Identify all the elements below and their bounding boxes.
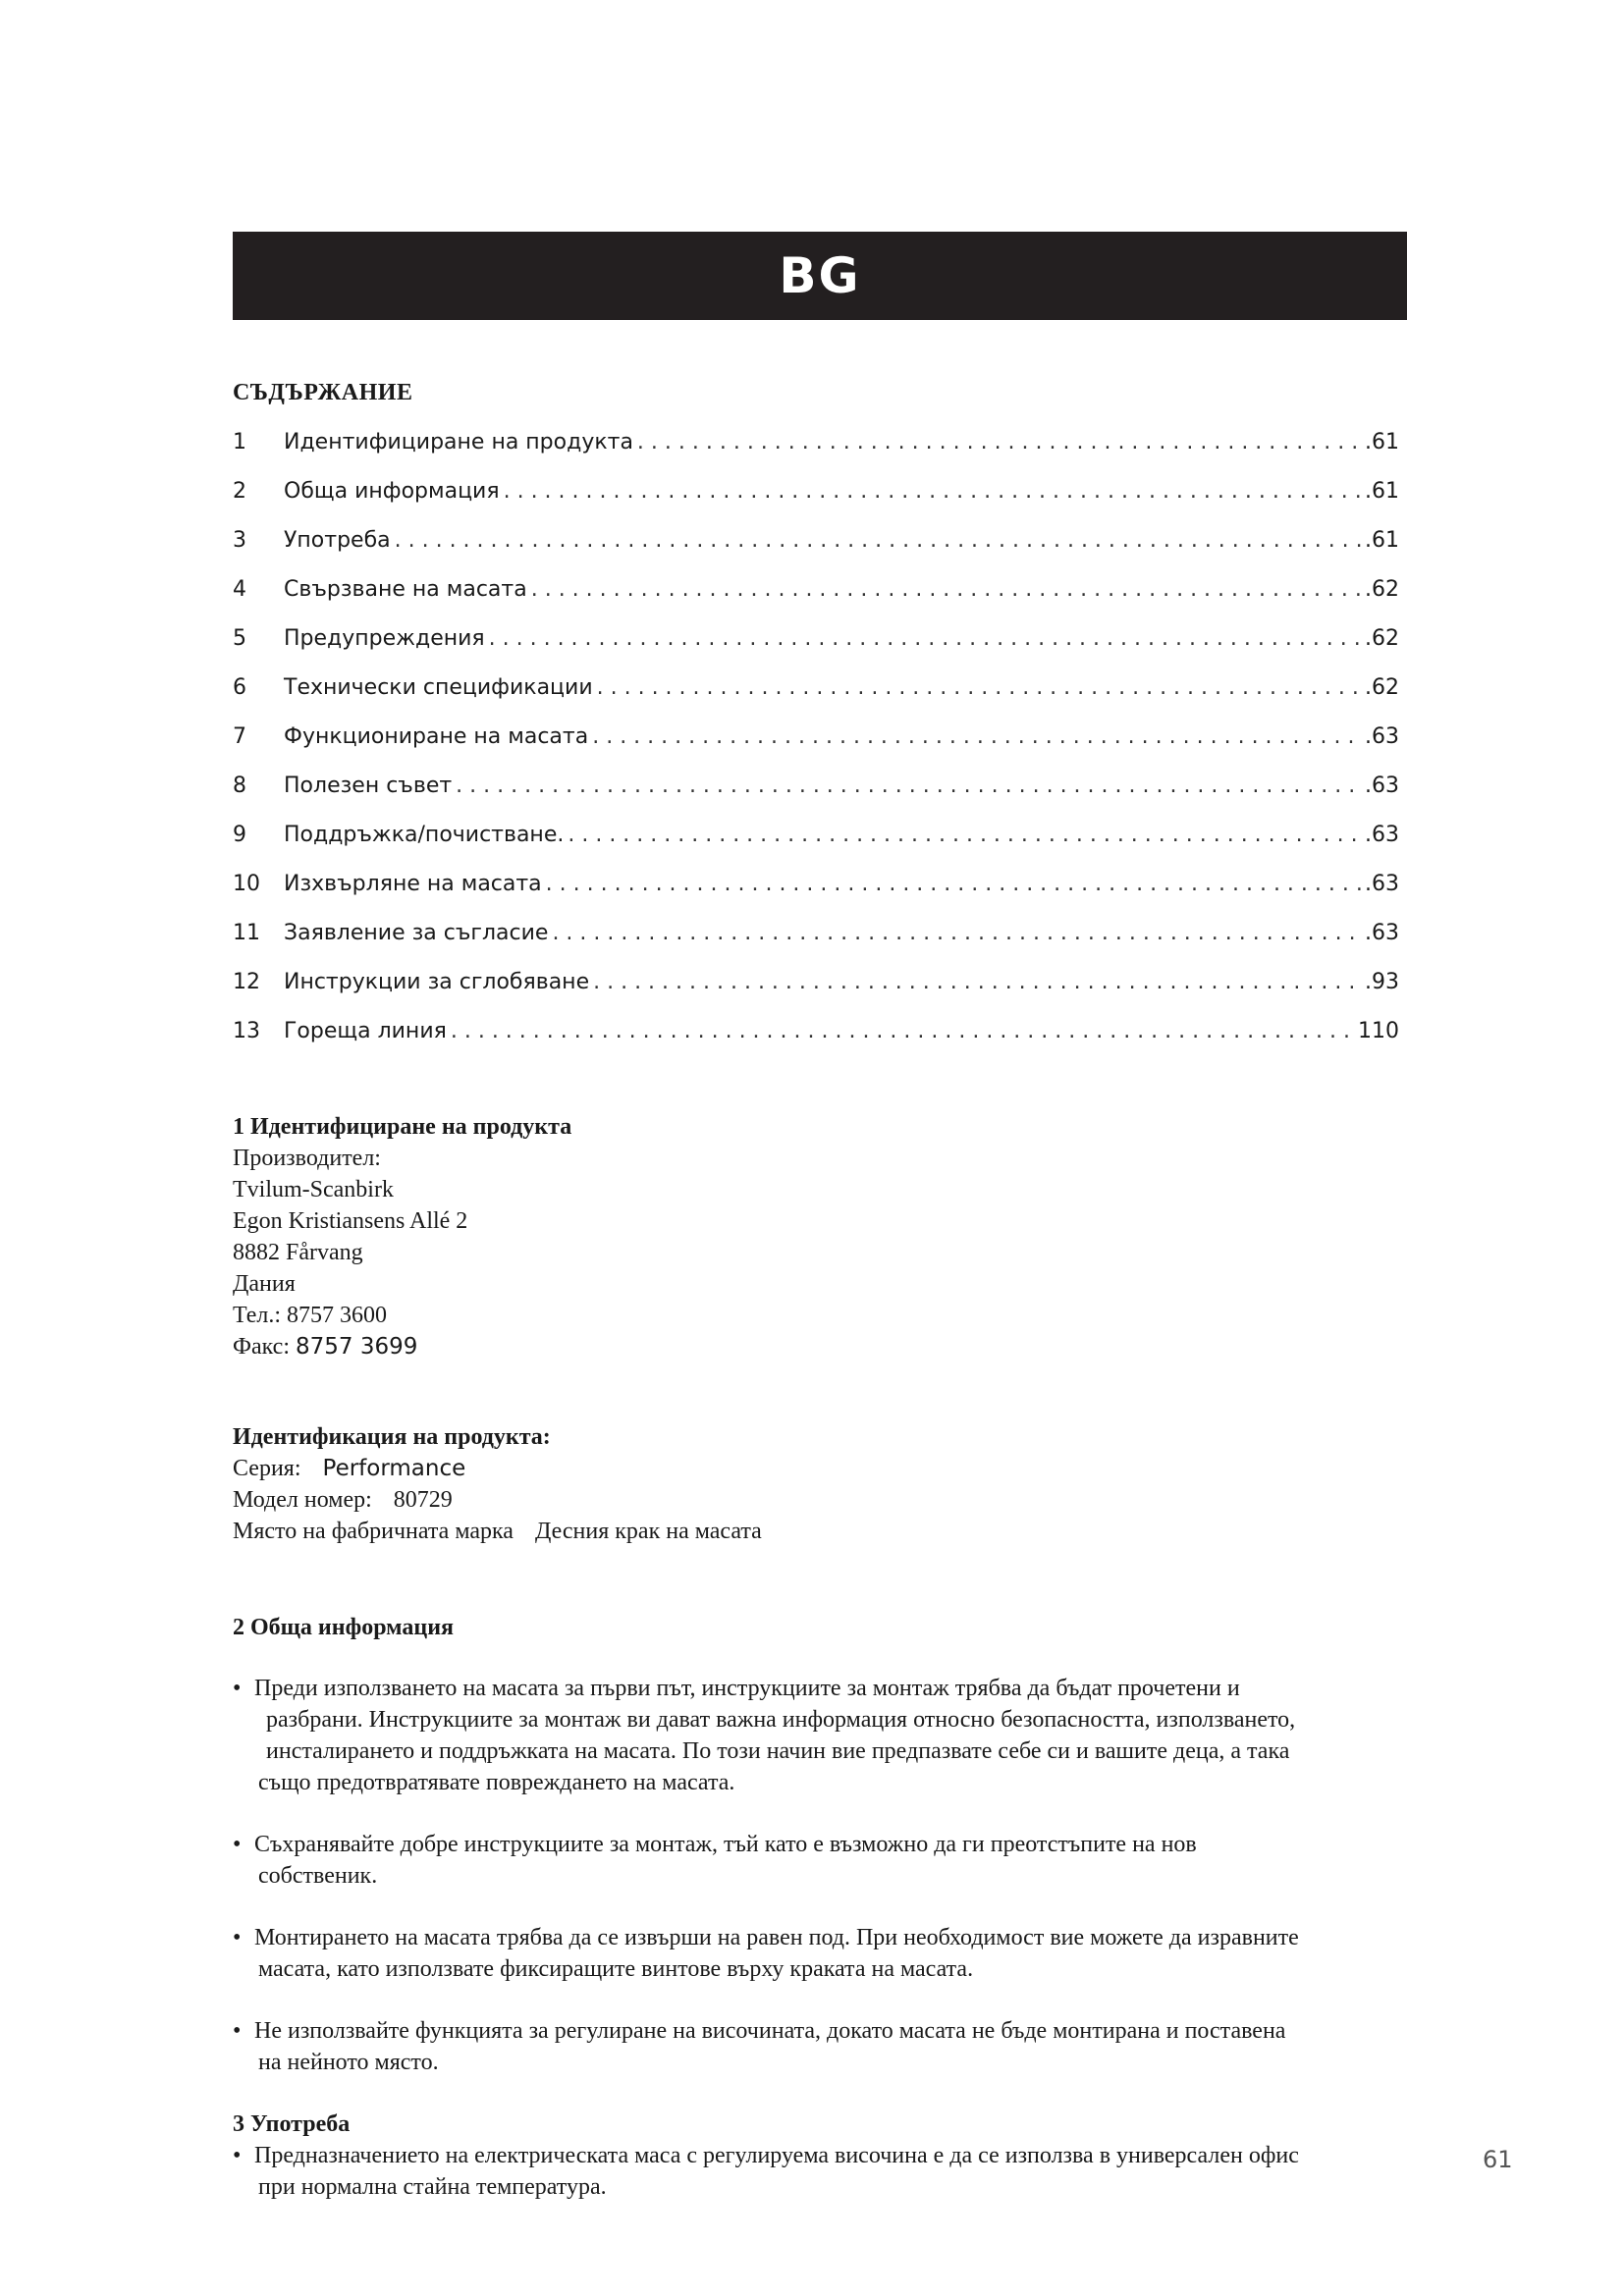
bullet-line: собственик. — [258, 1863, 378, 1889]
toc-leader — [395, 516, 1361, 565]
toc-entry-page: .63 — [1365, 774, 1399, 798]
toc-entry — [233, 614, 1399, 664]
toc-entry — [233, 762, 1399, 811]
toc-entry-page: 110 — [1358, 1019, 1399, 1043]
toc-entry-number: 11 — [233, 921, 260, 945]
toc-entry-title: Заявление за съгласие — [284, 921, 549, 945]
city: 8882 Fårvang — [233, 1240, 363, 1265]
list-item — [233, 1673, 1411, 1798]
toc-entry-title: Гореща линия — [284, 1019, 447, 1043]
toc-entry — [233, 418, 1399, 467]
toc-entry-number: 12 — [233, 970, 260, 994]
toc-entry — [233, 1007, 1399, 1056]
list-item — [233, 1922, 1411, 1985]
toc-entry — [233, 565, 1399, 614]
toc-entry-page: .63 — [1365, 872, 1399, 896]
toc-entry-number: 1 — [233, 430, 246, 454]
model-label: Модел номер: — [233, 1487, 372, 1513]
product-identification-details — [233, 1421, 762, 1547]
toc-leader — [531, 565, 1361, 614]
phone: Тел.: 8757 3600 — [233, 1303, 388, 1328]
bullet-icon: • — [233, 1925, 242, 1950]
toc-leader — [451, 1007, 1354, 1056]
toc-entry-title: Полезен съвет — [284, 774, 453, 798]
country: Дания — [233, 1271, 296, 1297]
fax-number: 8757 3699 — [296, 1334, 418, 1360]
fax-label: Факс: — [233, 1334, 290, 1360]
bullet-line: масата, като използвате фиксиращите винтове върху краката на масата. — [258, 1956, 974, 1982]
toc-entry — [233, 467, 1399, 516]
bullet-line: Не използвайте функцията за регулиране на височината, докато масата не бъде монтирана и поставена — [254, 2018, 1286, 2044]
bullet-icon: • — [233, 2143, 242, 2168]
toc-entry — [233, 664, 1399, 713]
toc-entry-page: .93 — [1365, 970, 1399, 994]
plate-row — [233, 1516, 762, 1547]
general-info-list — [233, 1673, 1411, 2109]
toc-entry-page: .61 — [1365, 479, 1399, 504]
toc-entry-title: Поддръжка/почистване. — [284, 823, 565, 847]
bullet-icon: • — [233, 1676, 242, 1701]
toc-entry-title: Идентифициране на продукта — [284, 430, 633, 454]
toc-entry-page: .61 — [1365, 430, 1399, 454]
bullet-line: при нормална стайна температура. — [258, 2174, 607, 2200]
toc-entry-page: .63 — [1365, 921, 1399, 945]
list-item — [233, 1829, 1411, 1892]
toc-leader — [592, 713, 1361, 762]
toc-entry-number: 6 — [233, 675, 246, 700]
toc-entry-title: Функциониране на масата — [284, 724, 589, 749]
toc-entry-number: 10 — [233, 872, 260, 896]
toc-entry-number: 5 — [233, 626, 246, 651]
toc-entry-number: 13 — [233, 1019, 260, 1043]
bullet-line: Предназначението на електрическата маса с регулируема височина е да се използва в универсален офис — [254, 2143, 1299, 2168]
table-of-contents — [233, 418, 1399, 1056]
toc-entry-number: 2 — [233, 479, 246, 504]
toc-entry-page: .63 — [1365, 823, 1399, 847]
usage-section — [233, 2109, 1411, 2203]
series-label: Серия: — [233, 1456, 301, 1481]
plate-value: Десния крак на масата — [534, 1519, 762, 1544]
toc-entry-page: .63 — [1365, 724, 1399, 749]
model-value: 80729 — [393, 1487, 453, 1513]
toc-entry-number: 8 — [233, 774, 246, 798]
product-identification-section — [233, 1111, 571, 1362]
toc-entry-number: 4 — [233, 577, 246, 602]
manufacturer-label: Производител: — [233, 1146, 381, 1171]
toc-entry-page: .61 — [1365, 528, 1399, 553]
series-value: Performance — [322, 1456, 466, 1481]
toc-entry — [233, 811, 1399, 860]
bullet-icon: • — [233, 1832, 242, 1857]
toc-entry — [233, 713, 1399, 762]
plate-label: Място на фабричната марка — [233, 1519, 514, 1544]
bullet-line: Преди използването на масата за първи път, инструкциите за монтаж трябва да бъдат прочетени и — [254, 1676, 1240, 1701]
bullet-icon: • — [233, 2018, 242, 2044]
bullet-line: разбрани. Инструкциите за монтаж ви дават важна информация относно безопасността, използването, — [266, 1707, 1296, 1733]
toc-entry — [233, 958, 1399, 1007]
series-row — [233, 1453, 762, 1484]
fax — [233, 1331, 571, 1362]
section-heading: 2 Обща информация — [233, 1615, 454, 1640]
toc-leader — [593, 958, 1361, 1007]
toc-entry-title: Употреба — [284, 528, 391, 553]
toc-leader — [552, 909, 1361, 958]
section-heading: 1 Идентифициране на продукта — [233, 1114, 572, 1140]
toc-leader — [597, 664, 1361, 713]
toc-leader — [546, 860, 1361, 909]
bullet-line: също предотвратявате повреждането на масата. — [258, 1770, 735, 1795]
company-name: Tvilum-Scanbirk — [233, 1177, 394, 1202]
section-heading: Идентификация на продукта: — [233, 1424, 551, 1450]
toc-leader — [568, 811, 1361, 860]
toc-entry-title: Изхвърляне на масата — [284, 872, 542, 896]
toc-entry-title: Обща информация — [284, 479, 500, 504]
bullet-line: инсталирането и поддръжката на масата. По този начин вие предпазвате себе си и вашите деца, а така — [266, 1738, 1290, 1764]
list-item — [233, 2140, 1411, 2203]
toc-entry — [233, 860, 1399, 909]
toc-entry — [233, 516, 1399, 565]
toc-entry-page: .62 — [1365, 577, 1399, 602]
toc-entry-number: 7 — [233, 724, 246, 749]
street-address: Egon Kristiansens Allé 2 — [233, 1208, 468, 1234]
model-row — [233, 1484, 762, 1516]
toc-entry-number: 3 — [233, 528, 246, 553]
toc-leader — [504, 467, 1361, 516]
general-info-heading — [233, 1612, 454, 1643]
language-banner: BG — [233, 232, 1407, 320]
list-item — [233, 2015, 1411, 2078]
toc-entry-title: Инструкции за сглобяване — [284, 970, 590, 994]
toc-entry-title: Свързване на масата — [284, 577, 527, 602]
section-heading: 3 Употреба — [233, 2111, 351, 2137]
toc-leader — [489, 614, 1361, 664]
toc-entry-page: .62 — [1365, 626, 1399, 651]
bullet-line: Съхранявайте добре инструкциите за монтаж, тъй като е възможно да ги преотстъпите на нов — [254, 1832, 1197, 1857]
toc-entry — [233, 909, 1399, 958]
toc-entry-page: .62 — [1365, 675, 1399, 700]
toc-heading: СЪДЪРЖАНИЕ — [233, 380, 413, 405]
toc-leader — [456, 762, 1361, 811]
toc-entry-title: Предупреждения — [284, 626, 485, 651]
toc-entry-number: 9 — [233, 823, 246, 847]
bullet-line: Монтирането на масата трябва да се извърши на равен под. При необходимост вие можете да изравните — [254, 1925, 1299, 1950]
page-number: 61 — [1483, 2146, 1513, 2173]
toc-entry-title: Технически спецификации — [284, 675, 593, 700]
toc-leader — [637, 418, 1361, 467]
bullet-line: на нейното място. — [258, 2050, 439, 2075]
